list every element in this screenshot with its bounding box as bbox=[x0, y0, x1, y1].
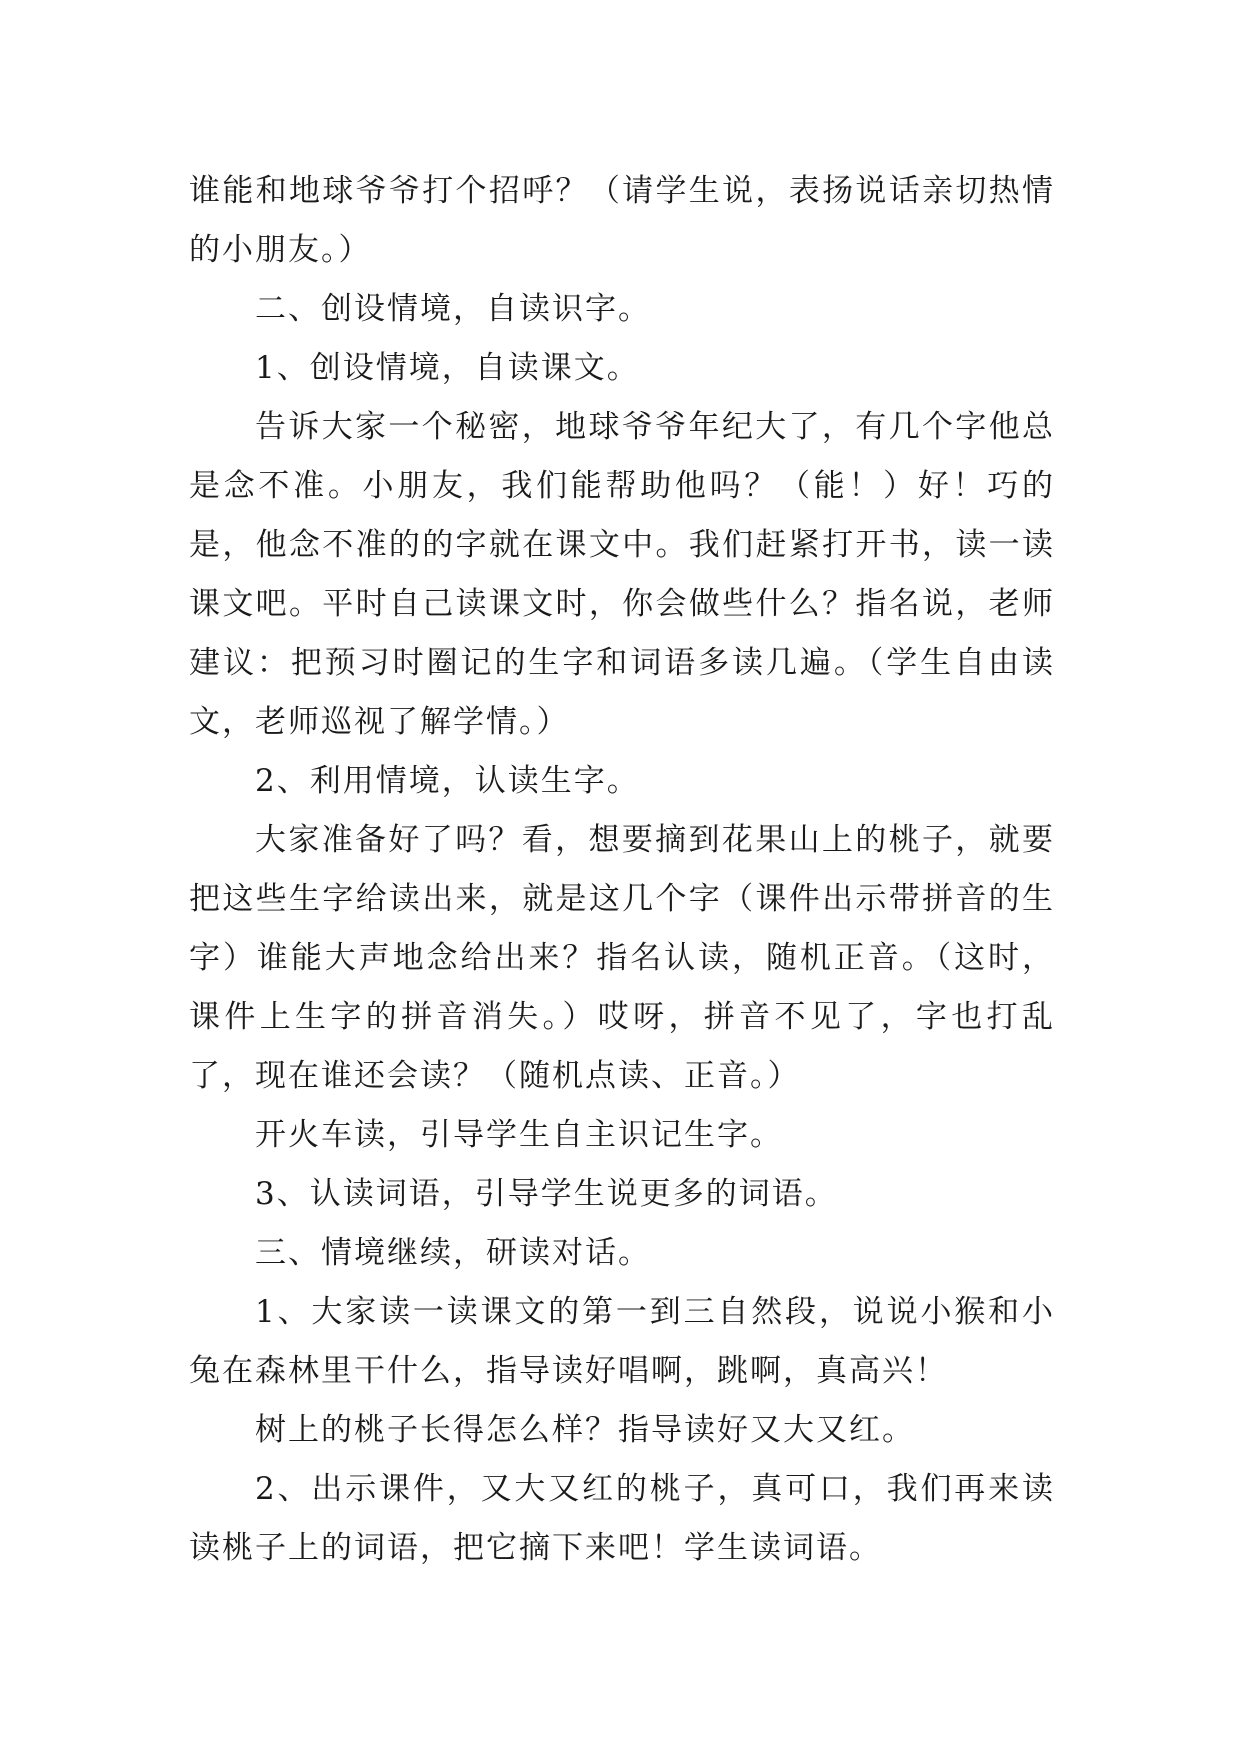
paragraph: 2、利用情境，认读生字。 bbox=[255, 763, 640, 799]
paragraph: 3、认读词语，引导学生说更多的词语。 bbox=[255, 1176, 838, 1212]
paragraph: 二、创设情境，自读识字。 bbox=[255, 291, 651, 327]
paragraph: 三、情境继续，研读对话。 bbox=[255, 1235, 651, 1271]
paragraph: 谁能和地球爷爷打个招呼？（请学生说，表扬说话亲切热情的小朋友。） bbox=[189, 173, 1055, 268]
paragraph: 2、出示课件，又大又红的桃子，真可口，我们再来读读桃子上的词语，把它摘下来吧！学生读词语。 bbox=[189, 1471, 1055, 1566]
paragraph: 1、创设情境，自读课文。 bbox=[255, 350, 640, 386]
paragraph: 告诉大家一个秘密，地球爷爷年纪大了，有几个字他总是念不准。小朋友，我们能帮助他吗？（能！）好！巧的是，他念不准的的字就在课文中。我们赶紧打开书，读一读课文吧。平时自己读课文时，你会做些什么？指名说，老师建议：把预习时圈记的生字和词语多读几遍。（学生自由读文，老师巡视了解学情。） bbox=[189, 409, 1055, 740]
paragraph: 开火车读，引导学生自主识记生字。 bbox=[255, 1117, 783, 1153]
paragraph: 1、大家读一读课文的第一到三自然段，说说小猴和小兔在森林里干什么，指导读好唱啊，跳啊，真高兴！ bbox=[189, 1294, 1055, 1389]
document-body bbox=[189, 162, 1055, 1578]
paragraph: 大家准备好了吗？看，想要摘到花果山上的桃子，就要把这些生字给读出来，就是这几个字（课件出示带拼音的生字）谁能大声地念给出来？指名认读，随机正音。（这时，课件上生字的拼音消失。）哎呀，拼音不见了，字也打乱了，现在谁还会读？（随机点读、正音。） bbox=[189, 822, 1055, 1094]
paragraph: 树上的桃子长得怎么样？指导读好又大又红。 bbox=[255, 1412, 915, 1448]
